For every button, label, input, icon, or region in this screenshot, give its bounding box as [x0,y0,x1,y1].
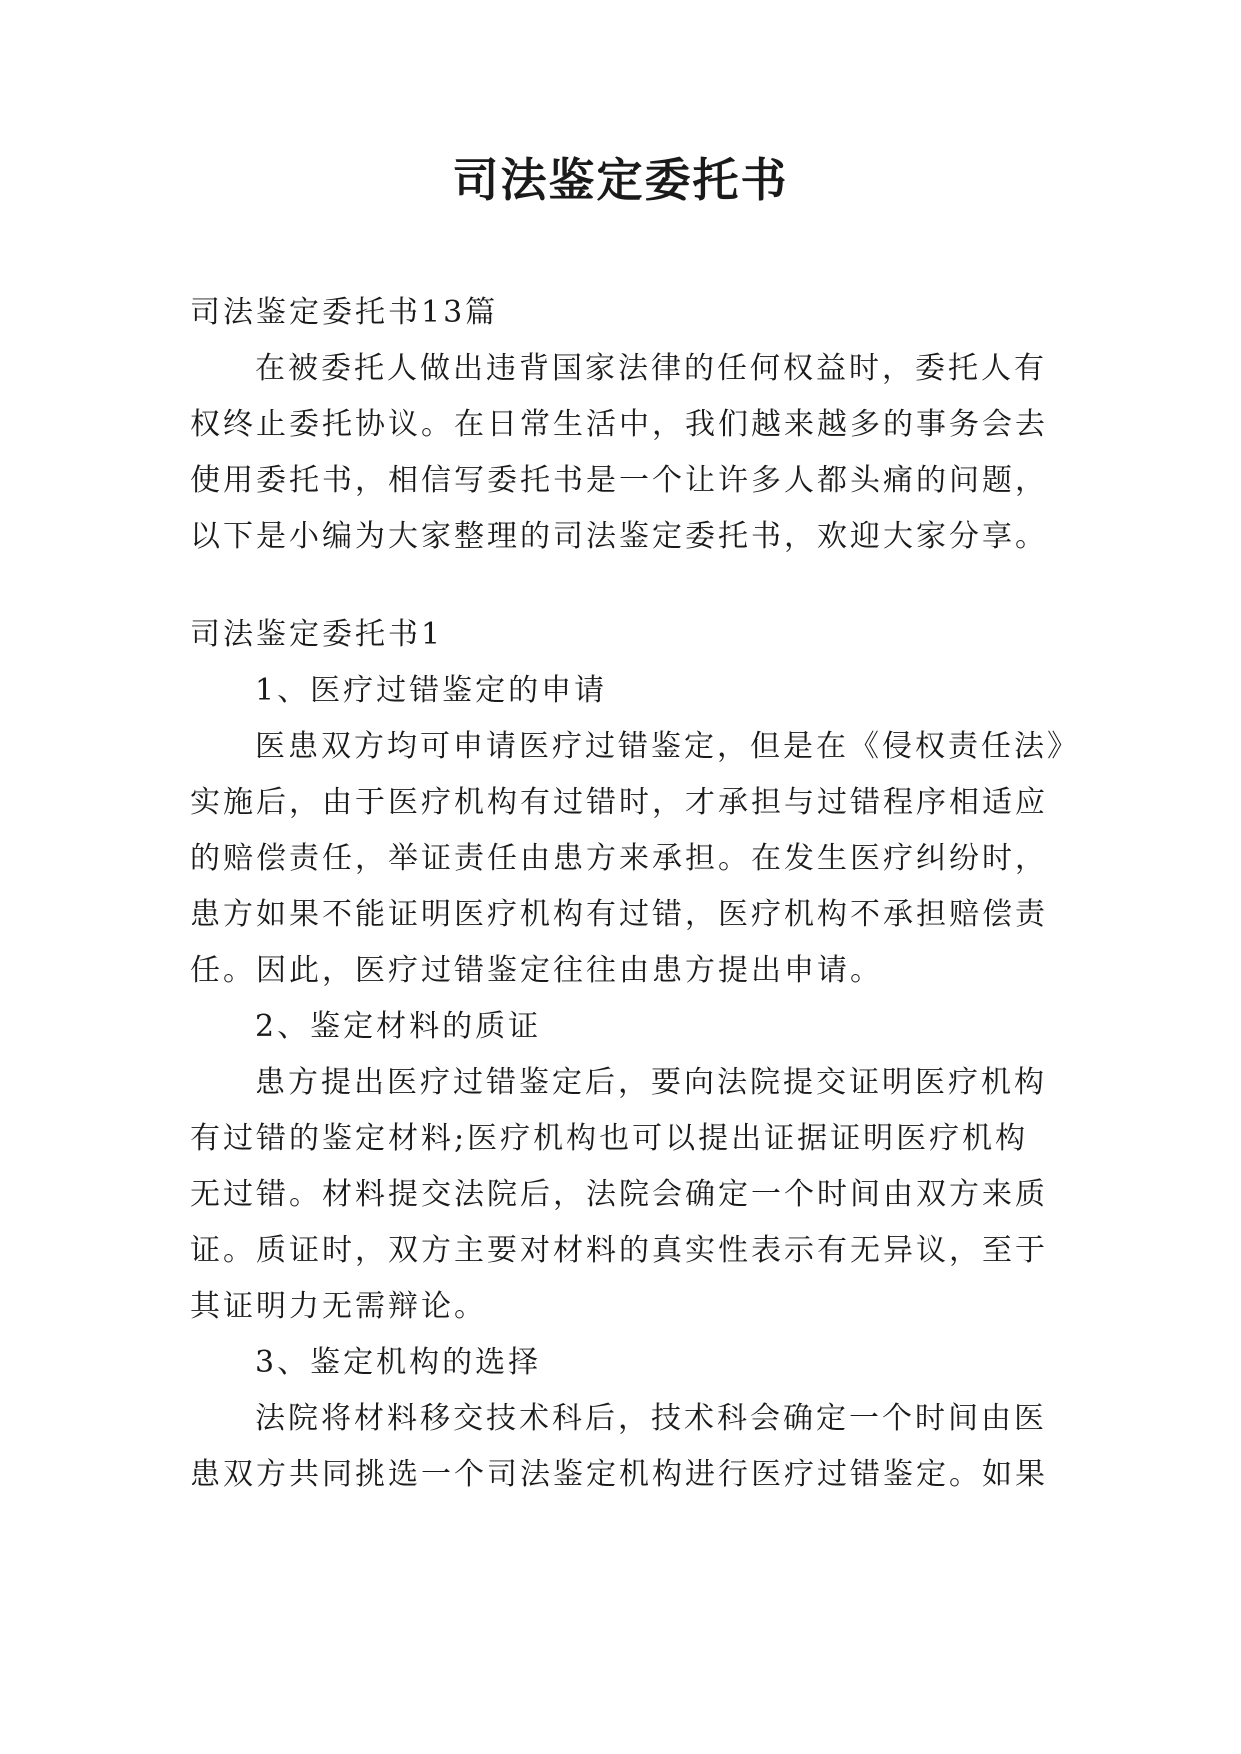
document-body [190,285,1080,1503]
intro-line: 以下是小编为大家整理的司法鉴定委托书，欢迎大家分享。 [190,519,1048,554]
item1-line: 医患双方均可申请医疗过错鉴定，但是在《侵权责任法》 [255,729,1080,764]
section-gap [190,565,1070,607]
item1-line: 实施后，由于医疗机构有过错时，才承担与过错程序相适应 [190,785,1048,820]
item1-line: 的赔偿责任，举证责任由患方来承担。在发生医疗纠纷时， [190,841,1048,876]
subtitle: 司法鉴定委托书13篇 [190,295,499,330]
intro-line: 权终止委托协议。在日常生活中，我们越来越多的事务会去 [190,407,1048,442]
item2-line: 证。质证时，双方主要对材料的真实性表示有无异议，至于 [190,1233,1048,1268]
item1-line: 患方如果不能证明医疗机构有过错，医疗机构不承担赔偿责 [190,897,1048,932]
item2-line: 有过错的鉴定材料;医疗机构也可以提出证据证明医疗机构 [190,1121,1029,1156]
document-title: 司法鉴定委托书 [452,153,789,207]
intro-line: 在被委托人做出违背国家法律的任何权益时，委托人有 [255,351,1047,386]
item1-line: 任。因此，医疗过错鉴定往往由患方提出申请。 [190,953,883,988]
intro-line: 使用委托书，相信写委托书是一个让许多人都头痛的问题， [190,463,1048,498]
item3-line: 患双方共同挑选一个司法鉴定机构进行医疗过错鉴定。如果 [190,1457,1048,1492]
item3-heading: 3、鉴定机构的选择 [255,1345,542,1380]
item2-line: 无过错。材料提交法院后，法院会确定一个时间由双方来质 [190,1177,1048,1212]
item1-heading: 1、医疗过错鉴定的申请 [255,673,608,708]
item2-line: 其证明力无需辩论。 [190,1289,487,1324]
item2-line: 患方提出医疗过错鉴定后，要向法院提交证明医疗机构 [255,1065,1047,1100]
item2-heading: 2、鉴定材料的质证 [255,1009,542,1044]
section-heading: 司法鉴定委托书1 [190,617,444,652]
item3-line: 法院将材料移交技术科后，技术科会确定一个时间由医 [255,1401,1047,1436]
